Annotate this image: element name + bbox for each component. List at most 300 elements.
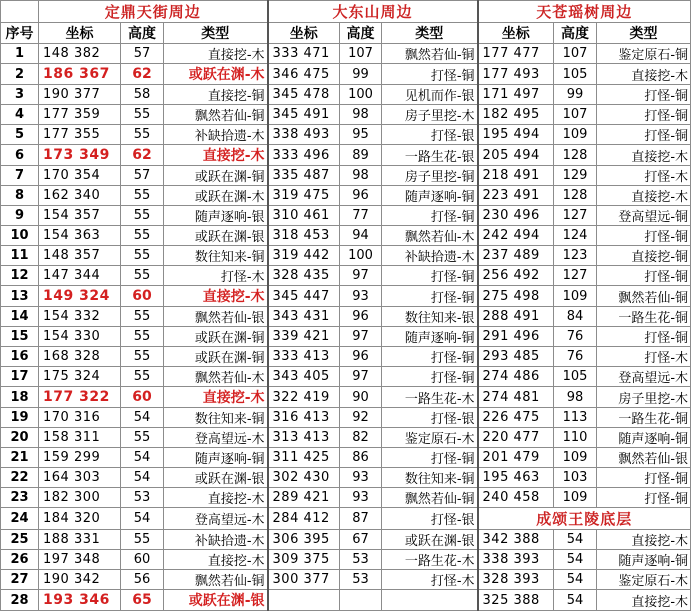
type-cell: 随声逐响-铜 [597,428,691,448]
type-cell: 直接挖-木 [164,550,268,570]
table-row [1,145,691,166]
height-cell: 55 [121,428,164,448]
type-cell: 登高望远-木 [164,508,268,530]
coord-cell: 338 493 [268,125,340,145]
type-cell: 打怪-铜 [382,266,478,286]
height-cell: 98 [340,166,382,186]
coord-cell: 154 363 [39,226,121,246]
coord-cell: 346 475 [268,64,340,85]
height-cell: 54 [121,468,164,488]
header-coord: 坐标 [268,23,340,44]
height-cell: 55 [121,125,164,145]
coord-cell: 148 382 [39,44,121,64]
type-cell: 或跃在渊-银 [164,590,268,611]
coord-cell: 170 354 [39,166,121,186]
type-cell: 鉴定原石-木 [597,570,691,590]
height-cell: 55 [121,186,164,206]
row-index: 27 [1,570,39,590]
height-cell: 97 [340,327,382,347]
coord-cell: 256 492 [478,266,554,286]
coord-cell: 190 377 [39,85,121,105]
type-cell: 补缺拾遗-木 [164,125,268,145]
coord-cell: 186 367 [39,64,121,85]
type-cell: 登高望远-铜 [597,206,691,226]
height-cell: 56 [121,570,164,590]
height-cell: 96 [340,186,382,206]
coord-cell: 223 491 [478,186,554,206]
type-cell: 打怪-木 [164,266,268,286]
group-3b-title: 成颂王陵底层 [478,508,691,530]
coord-cell: 175 324 [39,367,121,387]
coord-cell: 162 340 [39,186,121,206]
coord-cell: 195 494 [478,125,554,145]
row-index: 2 [1,64,39,85]
type-cell: 打怪-木 [597,347,691,367]
row-index: 14 [1,307,39,327]
type-cell: 直接挖-木 [597,530,691,550]
table-row [1,44,691,64]
row-index: 24 [1,508,39,530]
header-coord: 坐标 [478,23,554,44]
empty-cell [340,590,382,611]
type-cell: 一路生花-木 [382,387,478,408]
type-cell: 数往知来-铜 [164,246,268,266]
type-cell: 一路生花-木 [382,550,478,570]
height-cell: 105 [554,64,597,85]
coord-cell: 147 344 [39,266,121,286]
height-cell: 109 [554,125,597,145]
row-index: 11 [1,246,39,266]
table-row [1,166,691,186]
table-row [1,488,691,508]
type-cell: 打怪-银 [382,408,478,428]
type-cell: 房子里挖-铜 [382,166,478,186]
type-cell: 或跃在渊-铜 [164,166,268,186]
height-cell: 60 [121,550,164,570]
group-1-title: 定鼎天街周边 [39,1,268,23]
type-cell: 鉴定原石-铜 [597,44,691,64]
coord-cell: 335 487 [268,166,340,186]
table-row [1,226,691,246]
table-row [1,327,691,347]
row-index: 10 [1,226,39,246]
type-cell: 打怪-铜 [597,125,691,145]
coord-cell: 171 497 [478,85,554,105]
coord-cell: 328 393 [478,570,554,590]
type-cell: 打怪-铜 [382,448,478,468]
coord-cell: 291 496 [478,327,554,347]
type-cell: 房子里挖-木 [597,387,691,408]
type-cell: 打怪-木 [597,166,691,186]
height-cell: 92 [340,408,382,428]
type-cell: 数往知来-银 [382,307,478,327]
table-row [1,590,691,611]
coord-cell: 193 346 [39,590,121,611]
height-cell: 57 [121,44,164,64]
type-cell: 直接挖-木 [164,387,268,408]
coord-cell: 230 496 [478,206,554,226]
coord-cell: 333 471 [268,44,340,64]
height-cell: 93 [340,488,382,508]
height-cell: 87 [340,508,382,530]
height-cell: 107 [554,105,597,125]
type-cell: 数往知来-铜 [164,408,268,428]
row-index: 21 [1,448,39,468]
group-2-title: 大东山周边 [268,1,478,23]
table-row [1,387,691,408]
height-cell: 76 [554,347,597,367]
height-cell: 55 [121,266,164,286]
height-cell: 129 [554,166,597,186]
height-cell: 93 [340,468,382,488]
coord-cell: 339 421 [268,327,340,347]
type-cell: 随声逐响-铜 [382,186,478,206]
coord-cell: 240 458 [478,488,554,508]
coord-cell: 289 421 [268,488,340,508]
type-cell: 打怪-铜 [382,206,478,226]
header-type: 类型 [597,23,691,44]
empty-cell [382,590,478,611]
height-cell: 100 [340,246,382,266]
table-row [1,125,691,145]
height-cell: 124 [554,226,597,246]
type-cell: 一路生花-铜 [597,307,691,327]
header-index: 序号 [1,23,39,44]
group-3-title: 天苍瑶树周边 [478,1,691,23]
type-cell: 随声逐响-铜 [164,448,268,468]
type-cell: 飘然若仙-木 [382,226,478,246]
row-index: 13 [1,286,39,307]
table-row [1,85,691,105]
table-row [1,550,691,570]
type-cell: 打怪-银 [382,508,478,530]
height-cell: 76 [554,327,597,347]
header-height: 高度 [340,23,382,44]
row-index: 22 [1,468,39,488]
coord-cell: 274 486 [478,367,554,387]
table-row [1,64,691,85]
coord-cell: 190 342 [39,570,121,590]
height-cell: 90 [340,387,382,408]
type-cell: 飘然若仙-银 [164,307,268,327]
height-cell: 96 [340,347,382,367]
coord-cell: 201 479 [478,448,554,468]
coord-cell: 343 431 [268,307,340,327]
coord-cell: 313 413 [268,428,340,448]
height-cell: 113 [554,408,597,428]
height-cell: 55 [121,367,164,387]
height-cell: 77 [340,206,382,226]
coord-cell: 338 393 [478,550,554,570]
height-cell: 97 [340,266,382,286]
coord-cell: 182 495 [478,105,554,125]
type-cell: 或跃在渊-木 [164,64,268,85]
coord-cell: 328 435 [268,266,340,286]
type-cell: 直接挖-木 [164,145,268,166]
type-cell: 一路生花-铜 [597,408,691,428]
height-cell: 54 [554,590,597,611]
coord-cell: 342 388 [478,530,554,550]
height-cell: 55 [121,327,164,347]
coord-cell: 319 475 [268,186,340,206]
type-cell: 打怪-铜 [597,266,691,286]
height-cell: 99 [554,85,597,105]
height-cell: 93 [340,286,382,307]
height-cell: 65 [121,590,164,611]
row-index: 17 [1,367,39,387]
header-type: 类型 [164,23,268,44]
row-index: 23 [1,488,39,508]
type-cell: 数往知来-铜 [382,468,478,488]
type-cell: 打怪-铜 [597,226,691,246]
height-cell: 96 [340,307,382,327]
table-row [1,530,691,550]
row-index: 3 [1,85,39,105]
row-index: 16 [1,347,39,367]
type-cell: 直接挖-铜 [164,85,268,105]
type-cell: 打怪-铜 [597,488,691,508]
height-cell: 54 [121,408,164,428]
type-cell: 打怪-铜 [382,64,478,85]
height-cell: 55 [121,307,164,327]
coord-cell: 197 348 [39,550,121,570]
type-cell: 补缺拾遗-木 [164,530,268,550]
height-cell: 55 [121,105,164,125]
type-cell: 打怪-铜 [597,327,691,347]
coord-cell: 226 475 [478,408,554,428]
row-index: 20 [1,428,39,448]
height-cell: 67 [340,530,382,550]
table-row [1,206,691,226]
type-cell: 打怪-铜 [597,85,691,105]
coord-cell: 284 412 [268,508,340,530]
row-index: 12 [1,266,39,286]
type-cell: 打怪-铜 [382,347,478,367]
height-cell: 54 [121,508,164,530]
coord-cell: 302 430 [268,468,340,488]
height-cell: 53 [340,550,382,570]
row-index: 6 [1,145,39,166]
height-cell: 54 [121,448,164,468]
type-cell: 打怪-银 [382,125,478,145]
type-cell: 直接挖-木 [164,488,268,508]
type-cell: 打怪-木 [382,570,478,590]
height-cell: 86 [340,448,382,468]
row-index: 1 [1,44,39,64]
coord-cell: 158 311 [39,428,121,448]
height-cell: 58 [121,85,164,105]
coord-cell: 154 330 [39,327,121,347]
coord-cell: 168 328 [39,347,121,367]
type-cell: 或跃在渊-铜 [164,327,268,347]
height-cell: 109 [554,488,597,508]
height-cell: 55 [121,246,164,266]
height-cell: 128 [554,186,597,206]
coord-cell: 316 413 [268,408,340,428]
table-row [1,367,691,387]
table-row [1,246,691,266]
coord-cell: 293 485 [478,347,554,367]
table-row [1,570,691,590]
coord-cell: 177 359 [39,105,121,125]
coord-cell: 242 494 [478,226,554,246]
type-cell: 飘然若仙-铜 [382,44,478,64]
height-cell: 98 [554,387,597,408]
coord-cell: 220 477 [478,428,554,448]
coord-cell: 173 349 [39,145,121,166]
table-row [1,448,691,468]
coord-cell: 177 355 [39,125,121,145]
row-index: 7 [1,166,39,186]
type-cell: 随声逐响-铜 [597,550,691,570]
type-cell: 或跃在渊-木 [164,186,268,206]
height-cell: 53 [121,488,164,508]
height-cell: 55 [121,530,164,550]
empty-cell [268,590,340,611]
coord-cell: 195 463 [478,468,554,488]
type-cell: 飘然若仙-铜 [164,105,268,125]
coord-cell: 310 461 [268,206,340,226]
height-cell: 97 [340,367,382,387]
type-cell: 随声逐响-铜 [382,327,478,347]
coord-cell: 177 493 [478,64,554,85]
coord-cell: 319 442 [268,246,340,266]
coord-cell: 159 299 [39,448,121,468]
type-cell: 或跃在渊-银 [164,226,268,246]
height-cell: 55 [121,206,164,226]
coord-cell: 154 332 [39,307,121,327]
height-cell: 95 [340,125,382,145]
table-row [1,307,691,327]
coord-cell: 274 481 [478,387,554,408]
height-cell: 107 [340,44,382,64]
height-cell: 54 [554,570,597,590]
coord-cell: 154 357 [39,206,121,226]
coord-cell: 345 478 [268,85,340,105]
corner-cell [1,1,39,23]
height-cell: 109 [554,448,597,468]
row-index: 15 [1,327,39,347]
row-index: 4 [1,105,39,125]
header-type: 类型 [382,23,478,44]
type-cell: 房子里挖-木 [382,105,478,125]
type-cell: 直接挖-木 [164,286,268,307]
row-index: 26 [1,550,39,570]
type-cell: 飘然若仙-铜 [382,488,478,508]
coord-cell: 218 491 [478,166,554,186]
type-cell: 补缺拾遗-木 [382,246,478,266]
group-title-row [1,1,691,23]
height-cell: 62 [121,64,164,85]
coord-cell: 345 447 [268,286,340,307]
coord-cell: 275 498 [478,286,554,307]
table-row [1,508,691,530]
height-cell: 60 [121,286,164,307]
height-cell: 105 [554,367,597,387]
coord-cell: 306 395 [268,530,340,550]
height-cell: 107 [554,44,597,64]
height-cell: 55 [121,226,164,246]
type-cell: 或跃在渊-银 [164,468,268,488]
coord-cell: 333 496 [268,145,340,166]
height-cell: 62 [121,145,164,166]
height-cell: 127 [554,206,597,226]
height-cell: 55 [121,347,164,367]
height-cell: 110 [554,428,597,448]
type-cell: 直接挖-木 [597,590,691,611]
table-row [1,347,691,367]
row-index: 18 [1,387,39,408]
height-cell: 128 [554,145,597,166]
coord-cell: 188 331 [39,530,121,550]
coord-cell: 184 320 [39,508,121,530]
coord-cell: 343 405 [268,367,340,387]
height-cell: 100 [340,85,382,105]
type-cell: 直接挖-木 [597,64,691,85]
row-index: 8 [1,186,39,206]
table-row [1,266,691,286]
coord-cell: 205 494 [478,145,554,166]
coord-cell: 311 425 [268,448,340,468]
height-cell: 54 [554,530,597,550]
table-row [1,468,691,488]
coord-cell: 325 388 [478,590,554,611]
coord-cell: 149 324 [39,286,121,307]
type-cell: 直接挖-木 [597,186,691,206]
coord-cell: 170 316 [39,408,121,428]
type-cell: 打怪-铜 [382,367,478,387]
row-index: 25 [1,530,39,550]
coord-cell: 288 491 [478,307,554,327]
row-index: 28 [1,590,39,611]
height-cell: 123 [554,246,597,266]
type-cell: 一路生花-银 [382,145,478,166]
coord-cell: 309 375 [268,550,340,570]
type-cell: 见机而作-银 [382,85,478,105]
type-cell: 飘然若仙-银 [597,448,691,468]
coord-cell: 237 489 [478,246,554,266]
height-cell: 82 [340,428,382,448]
table-row [1,186,691,206]
type-cell: 飘然若仙-铜 [164,570,268,590]
table-row [1,428,691,448]
height-cell: 94 [340,226,382,246]
type-cell: 随声逐响-银 [164,206,268,226]
type-cell: 或跃在渊-铜 [164,347,268,367]
height-cell: 54 [554,550,597,570]
table-row [1,286,691,307]
coord-cell: 177 477 [478,44,554,64]
type-cell: 登高望远-木 [164,428,268,448]
height-cell: 57 [121,166,164,186]
header-height: 高度 [554,23,597,44]
table-row [1,105,691,125]
type-cell: 飘然若仙-铜 [597,286,691,307]
height-cell: 89 [340,145,382,166]
row-index: 19 [1,408,39,428]
coord-cell: 322 419 [268,387,340,408]
height-cell: 127 [554,266,597,286]
height-cell: 60 [121,387,164,408]
type-cell: 打怪-铜 [382,286,478,307]
height-cell: 109 [554,286,597,307]
coord-cell: 177 322 [39,387,121,408]
type-cell: 直接挖-木 [164,44,268,64]
height-cell: 99 [340,64,382,85]
type-cell: 鉴定原石-木 [382,428,478,448]
height-cell: 53 [340,570,382,590]
type-cell: 直接挖-木 [597,145,691,166]
